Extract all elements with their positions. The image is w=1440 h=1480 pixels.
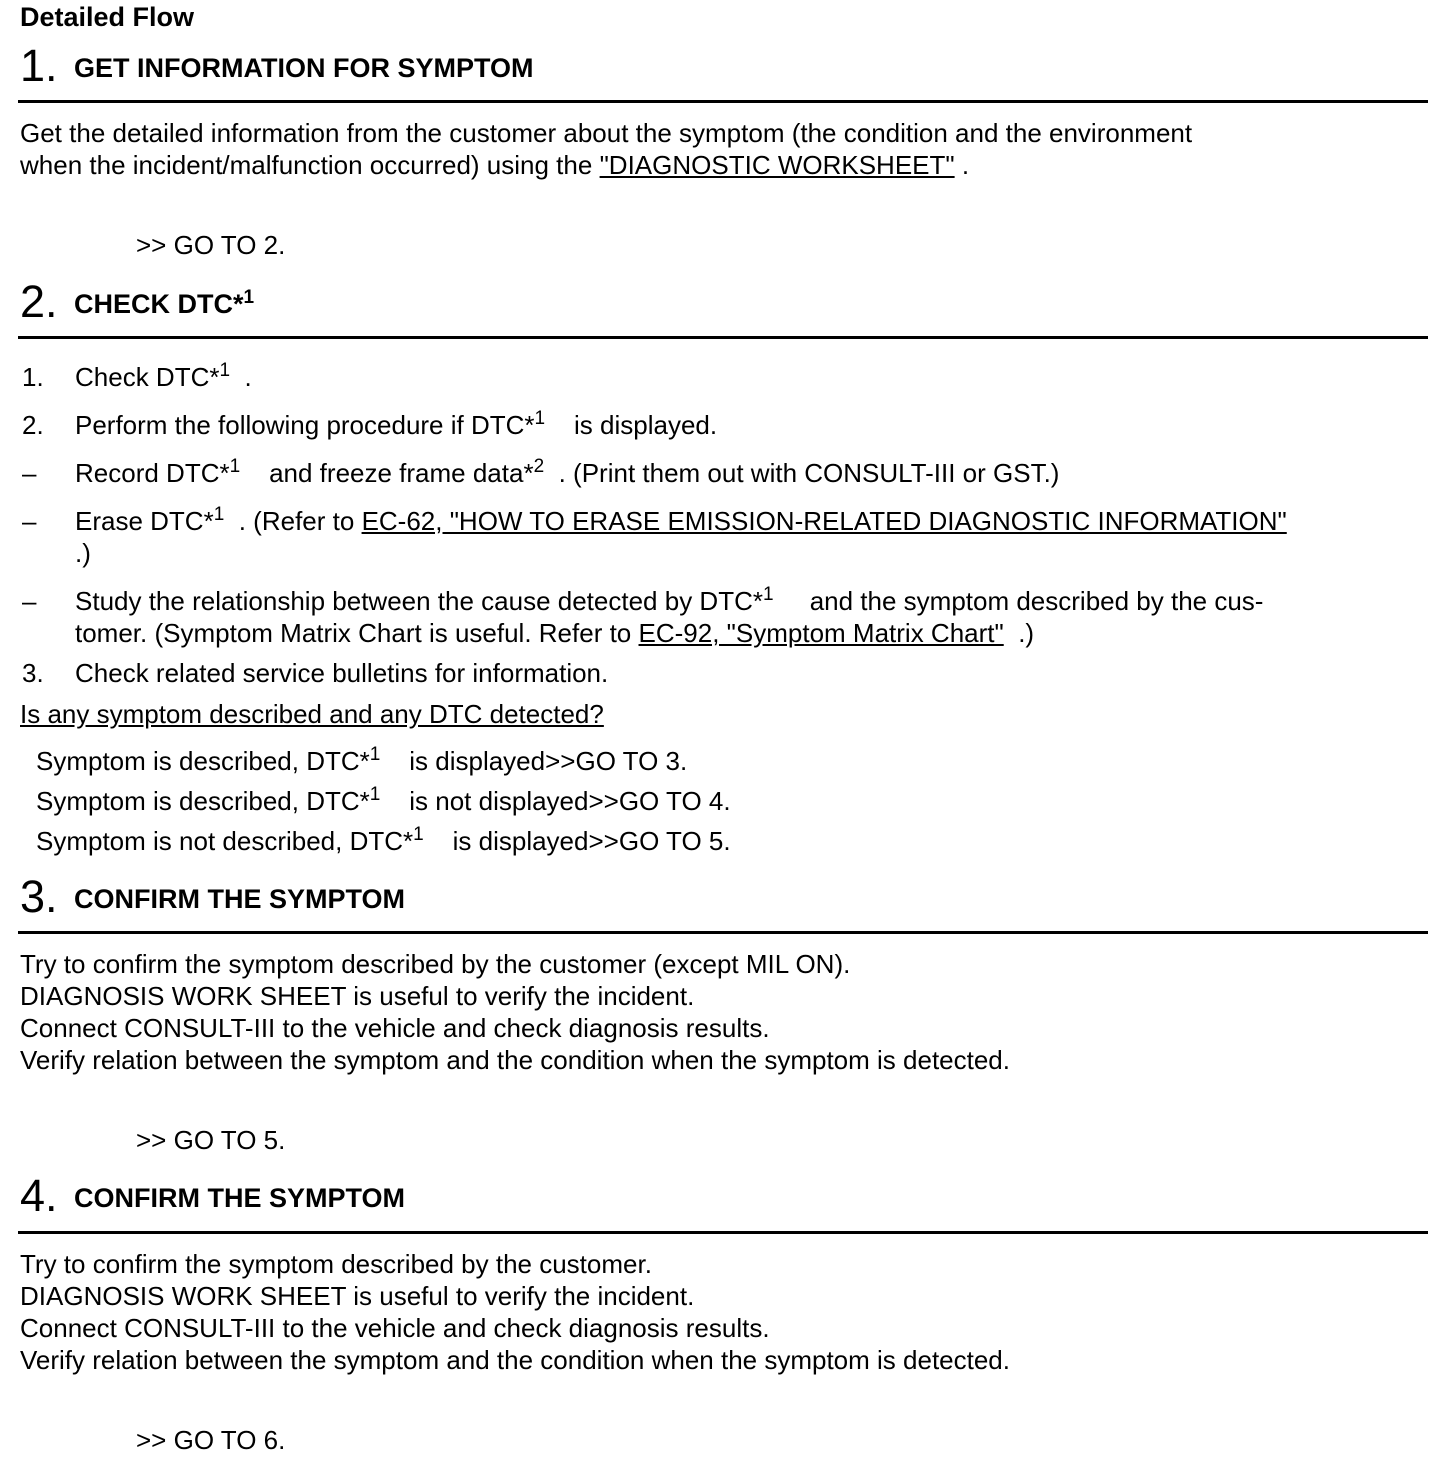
body-line: Try to confirm the symptom described by the customer. (20, 1249, 652, 1279)
goto-link: >> GO TO 6. (136, 1425, 286, 1455)
body-line: Verify relation between the symptom and the condition when the symptom is detected. (20, 1045, 1010, 1075)
divider (18, 931, 1428, 934)
list-item: Perform the following procedure if DTC*$^1$ is displayed. (75, 408, 718, 440)
answer-option[interactable]: Symptom is described, DTC*$^1$ is not displayed>>GO TO 4. (36, 784, 731, 816)
answer-option[interactable]: Symptom is not described, DTC*$^1$ is displayed>>GO TO 5. (36, 824, 731, 856)
ec-62-link[interactable]: EC-62, "HOW TO ERASE EMISSION-RELATED DIAGNOSTIC INFORMATION" (361, 506, 1287, 536)
step-number: 1. (20, 40, 58, 91)
dash-bullet: – (22, 506, 37, 536)
list-item-continuation: tomer. (Symptom Matrix Chart is useful. Refer to EC-92, "Symptom Matrix Chart" .) (75, 618, 1035, 648)
list-number: 3. (22, 658, 44, 688)
list-item: Check DTC*$^1$ . (75, 360, 252, 392)
decision-question: Is any symptom described and any DTC detected? (20, 699, 604, 729)
step-title: CHECK DTC*$^1$ (74, 287, 255, 319)
goto-link: >> GO TO 2. (136, 230, 286, 260)
list-number: 1. (22, 362, 44, 392)
step-number: 2. (20, 276, 58, 327)
page-title: Detailed Flow (20, 2, 195, 32)
dash-bullet: – (22, 586, 37, 616)
list-item: Record DTC*$^1$ and freeze frame data*$^2$ . (Print them out with CONSULT-III or GST.) (75, 456, 1060, 488)
diagnostic-worksheet-link[interactable]: "DIAGNOSTIC WORKSHEET" (599, 150, 955, 180)
step-number: 4. (20, 1170, 58, 1221)
list-item: Erase DTC*$^1$ . (Refer to EC-62, "HOW TO ERASE EMISSION-RELATED DIAGNOSTIC INFORMATION" (75, 504, 1287, 536)
step-title: CONFIRM THE SYMPTOM (74, 884, 406, 914)
body-line: Verify relation between the symptom and the condition when the symptom is detected. (20, 1345, 1010, 1375)
body-line: DIAGNOSIS WORK SHEET is useful to verify the incident. (20, 1281, 695, 1311)
divider (18, 1231, 1428, 1234)
divider (18, 100, 1428, 103)
body-line: Connect CONSULT-III to the vehicle and check diagnosis results. (20, 1013, 770, 1043)
list-item: Study the relationship between the cause detected by DTC*$^1$ and the symptom described by the cus- (75, 584, 1264, 616)
step-title: GET INFORMATION FOR SYMPTOM (74, 53, 534, 83)
step-number: 3. (20, 871, 58, 922)
goto-link: >> GO TO 5. (136, 1125, 286, 1155)
list-number: 2. (22, 410, 44, 440)
divider (18, 336, 1428, 339)
list-item-continuation: .) (75, 538, 91, 568)
body-line: Connect CONSULT-III to the vehicle and check diagnosis results. (20, 1313, 770, 1343)
ec-92-link[interactable]: EC-92, "Symptom Matrix Chart" (638, 618, 1004, 648)
answer-option[interactable]: Symptom is described, DTC*$^1$ is displayed>>GO TO 3. (36, 744, 688, 776)
dash-bullet: – (22, 458, 37, 488)
body-line: DIAGNOSIS WORK SHEET is useful to verify the incident. (20, 981, 695, 1011)
step-1-body-line2: when the incident/malfunction occurred) using the "DIAGNOSTIC WORKSHEET" . (20, 150, 970, 180)
step-1-body-line1: Get the detailed information from the customer about the symptom (the condition and the environment (20, 118, 1193, 148)
step-title: CONFIRM THE SYMPTOM (74, 1183, 406, 1213)
list-item: Check related service bulletins for information. (75, 658, 609, 688)
body-line: Try to confirm the symptom described by the customer (except MIL ON). (20, 949, 851, 979)
